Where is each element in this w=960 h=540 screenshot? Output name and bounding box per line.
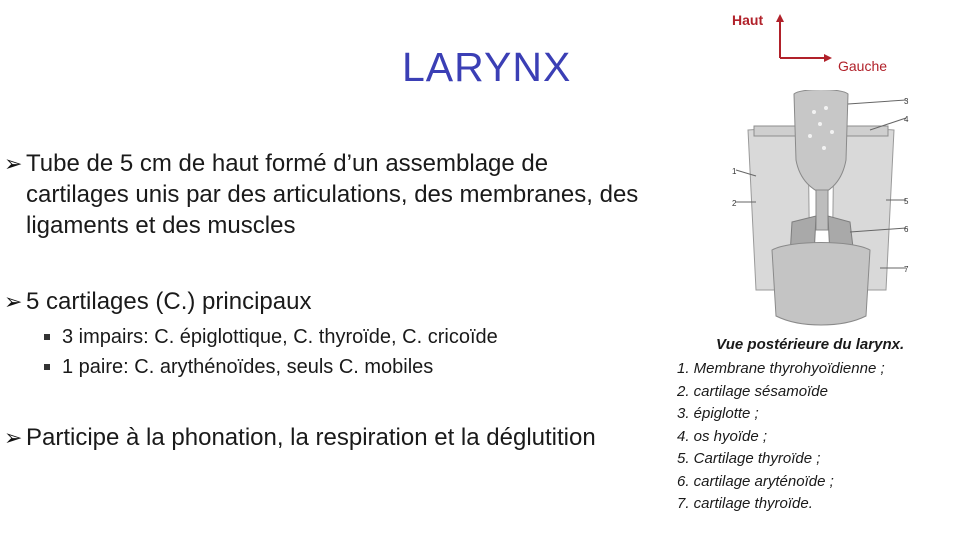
legend-item: 2. cartilage sésamoïde — [677, 382, 828, 400]
legend-item: 3. épiglotte ; — [677, 405, 759, 422]
figure-legend — [677, 358, 885, 516]
diagram-number: 1 — [732, 167, 737, 176]
orientation-indicator — [732, 12, 912, 72]
bullet-text: Participe à la phonation, la respiration et la déglutition — [26, 424, 596, 451]
orientation-left-label: Gauche — [838, 58, 888, 74]
orientation-up-label: Haut — [732, 12, 764, 28]
arrow-bullet-icon: ➢ — [4, 289, 23, 314]
legend-item: 6. cartilage aryténoïde ; — [677, 472, 834, 490]
larynx-diagram — [730, 90, 912, 330]
slide-title: LARYNX — [402, 44, 572, 90]
legend-item: 5. Cartilage thyroïde ; — [677, 450, 821, 467]
diagram-number: 6 — [904, 225, 909, 234]
bullet-text: 5 cartilages (C.) principaux — [26, 288, 312, 315]
bullet-text: Tube de 5 cm de haut formé d’un assemblage de cartilages unis par des articulations, des membranes, des ligaments et des muscles — [26, 150, 639, 239]
arrow-bullet-icon: ➢ — [4, 151, 23, 176]
diagram-number: 7 — [904, 265, 909, 274]
sub-bullet-text: 3 impairs: C. épiglottique, C. thyroïde, C. cricoïde — [62, 326, 498, 348]
larynx-illustration — [730, 90, 912, 330]
figure-caption-title: Vue postérieure du larynx. — [716, 336, 905, 353]
square-bullet-icon — [44, 364, 50, 370]
legend-item: 7. cartilage thyroïde. — [677, 495, 813, 512]
diagram-number: 3 — [904, 97, 909, 106]
diagram-number: 2 — [732, 199, 737, 208]
diagram-number: 4 — [904, 115, 909, 124]
diagram-number: 5 — [904, 197, 909, 206]
legend-item: 1. Membrane thyrohyoïdienne ; — [677, 360, 885, 377]
arrow-bullet-icon: ➢ — [4, 425, 23, 450]
legend-item: 4. os hyoïde ; — [677, 427, 768, 445]
sub-bullet-text: 1 paire: C. arythénoïdes, seuls C. mobiles — [62, 356, 434, 378]
square-bullet-icon — [44, 334, 50, 340]
